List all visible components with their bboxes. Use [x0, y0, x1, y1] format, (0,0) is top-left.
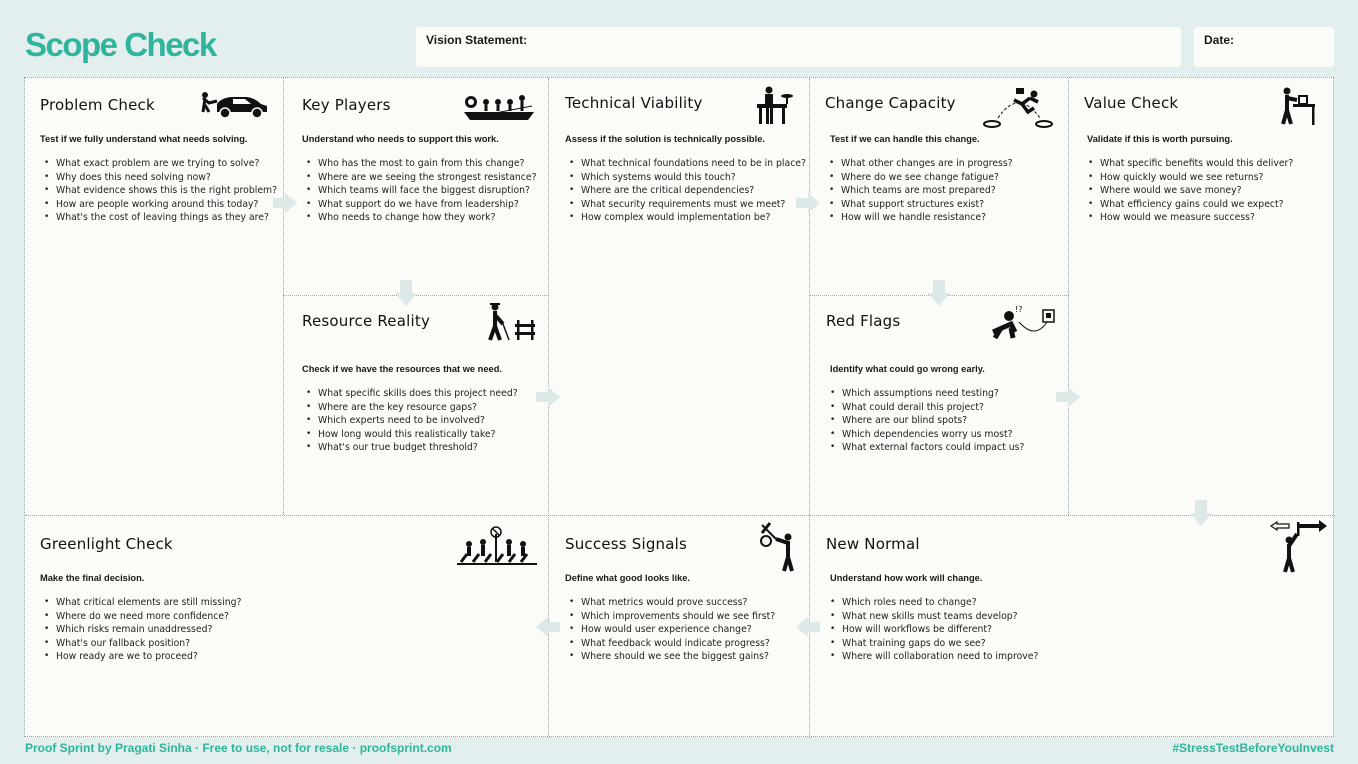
value-check-list [1084, 157, 1293, 225]
list-item: • What security requirements must we meet? [565, 198, 806, 212]
list-item: • What's our true budget threshold? [302, 441, 518, 455]
value-check-subtitle: Validate if this is worth pursuing. [1087, 134, 1233, 144]
divider [1068, 78, 1069, 515]
list-item: • Where do we see change fatigue? [825, 171, 1013, 185]
list-item: • Which systems would this touch? [565, 171, 806, 185]
list-item: • Where should we see the biggest gains? [565, 650, 775, 664]
greenlight-check-list [40, 596, 241, 664]
page-title: Scope Check [25, 26, 216, 63]
list-item: • How will workflows be different? [826, 623, 1038, 637]
list-item: • Which improvements should we see first? [565, 610, 775, 624]
direction-sign-icon [1269, 520, 1329, 574]
baby-outlet-icon [987, 304, 1057, 340]
workbench-icon [755, 86, 795, 126]
divider [809, 78, 810, 738]
change-capacity-title: Change Capacity [825, 94, 956, 112]
list-item: • Where are the key resource gaps? [302, 401, 518, 415]
list-item: • What evidence shows this is the right problem? [40, 184, 277, 198]
change-capacity-subtitle: Test if we can handle this change. [830, 134, 980, 144]
list-item: • What feedback would indicate progress? [565, 637, 775, 651]
list-item: • How would we measure success? [1084, 211, 1293, 225]
list-item: • What specific skills does this project need? [302, 387, 518, 401]
success-signals-block [565, 535, 775, 664]
car-repair-icon [195, 90, 269, 120]
person-at-desk-icon [1277, 86, 1317, 126]
arrow-left-icon [796, 617, 820, 637]
list-item: • Which teams will face the biggest disruption? [302, 184, 537, 198]
list-item: • Who has the most to gain from this change? [302, 157, 537, 171]
resource-reality-subtitle: Check if we have the resources that we need. [302, 364, 502, 374]
list-item: • What metrics would prove success? [565, 596, 775, 610]
list-item: • What new skills must teams develop? [826, 610, 1038, 624]
list-item: • Which dependencies worry us most? [826, 428, 1024, 442]
list-item: • Who needs to change how they work? [302, 211, 537, 225]
list-item: • What support structures exist? [825, 198, 1013, 212]
problem-check-subtitle: Test if we fully understand what needs solving. [40, 134, 248, 144]
list-item: • What other changes are in progress? [825, 157, 1013, 171]
red-flags-subtitle: Identify what could go wrong early. [830, 364, 985, 374]
list-item: • Which teams are most prepared? [825, 184, 1013, 198]
list-item: • Where would we save money? [1084, 184, 1293, 198]
canvas-board [24, 77, 1334, 737]
blind-walker-barrier-icon [483, 302, 537, 342]
list-item: • What technical foundations need to be in place? [565, 157, 806, 171]
divider [548, 78, 549, 738]
technical-viability-title: Technical Viability [565, 94, 703, 112]
arrow-down-icon [395, 280, 417, 306]
list-item: • What exact problem are we trying to solve? [40, 157, 277, 171]
resource-reality-list [302, 387, 518, 455]
list-item: • Which roles need to change? [826, 596, 1038, 610]
list-item: • How long would this realistically take? [302, 428, 518, 442]
red-flags-list [826, 387, 1024, 455]
list-item: • Which risks remain unaddressed? [40, 623, 241, 637]
list-item: • What critical elements are still missing? [40, 596, 241, 610]
new-normal-subtitle: Understand how work will change. [830, 573, 983, 583]
list-item: • What external factors could impact us? [826, 441, 1024, 455]
crosswalk-icon [457, 526, 537, 566]
list-item: • What's our fallback position? [40, 637, 241, 651]
key-players-subtitle: Understand who needs to support this work. [302, 134, 499, 144]
problem-check-title: Problem Check [40, 96, 155, 114]
problem-check-list [40, 157, 277, 225]
list-item: • How would user experience change? [565, 623, 775, 637]
list-item: • Where are we seeing the strongest resistance? [302, 171, 537, 185]
footer-credit: Proof Sprint by Pragati Sinha · Free to use, not for resale · proofsprint.com [25, 741, 452, 755]
success-signals-list [565, 596, 775, 664]
list-item: • What specific benefits would this deliver? [1084, 157, 1293, 171]
list-item: • How ready are we to proceed? [40, 650, 241, 664]
list-item: • Which experts need to be involved? [302, 414, 518, 428]
red-flags-title: Red Flags [826, 312, 901, 330]
arrow-down-icon [1190, 500, 1212, 526]
list-item: • Why does this need solving now? [40, 171, 277, 185]
list-item: • How complex would implementation be? [565, 211, 806, 225]
key-players-title: Key Players [302, 96, 391, 114]
list-item: • How quickly would we see returns? [1084, 171, 1293, 185]
list-item: • How are people working around this today? [40, 198, 277, 212]
rowing-boat-icon [462, 90, 536, 122]
date-field[interactable]: Date: [1194, 27, 1334, 67]
list-item: • How will we handle resistance? [825, 211, 1013, 225]
greenlight-check-subtitle: Make the final decision. [40, 573, 145, 583]
list-item: • What support do we have from leadership? [302, 198, 537, 212]
technical-viability-list [565, 157, 806, 225]
footer-hashtag: #StressTestBeforeYouInvest [1172, 741, 1334, 755]
sign-holder-icon [760, 521, 800, 573]
list-item: • Where will collaboration need to improve? [826, 650, 1038, 664]
divider [25, 515, 1335, 516]
arrow-left-icon [536, 617, 560, 637]
list-item: • What's the cost of leaving things as they are? [40, 211, 277, 225]
list-item: • Where are the critical dependencies? [565, 184, 806, 198]
list-item: • Where do we need more confidence? [40, 610, 241, 624]
arrow-down-icon [928, 280, 950, 306]
change-capacity-list [825, 157, 1013, 225]
divider [283, 78, 284, 515]
success-signals-subtitle: Define what good looks like. [565, 573, 691, 583]
list-item: • Which assumptions need testing? [826, 387, 1024, 401]
technical-viability-subtitle: Assess if the solution is technically possible. [565, 134, 765, 144]
arrow-right-icon [536, 387, 560, 407]
new-normal-title: New Normal [826, 535, 920, 553]
value-check-title: Value Check [1084, 94, 1179, 112]
value-check-block [1084, 94, 1293, 225]
jumping-person-icon [982, 84, 1058, 130]
greenlight-check-block [40, 535, 241, 664]
list-item: • What could derail this project? [826, 401, 1024, 415]
vision-statement-field[interactable]: Vision Statement: [416, 27, 1181, 67]
resource-reality-title: Resource Reality [302, 312, 431, 330]
key-players-list [302, 157, 537, 225]
arrow-right-icon [1056, 387, 1080, 407]
list-item: • What efficiency gains could we expect? [1084, 198, 1293, 212]
svg-text:!?: !? [1015, 305, 1023, 314]
greenlight-check-title: Greenlight Check [40, 535, 173, 553]
list-item: • What training gaps do we see? [826, 637, 1038, 651]
success-signals-title: Success Signals [565, 535, 688, 553]
new-normal-list [826, 596, 1038, 664]
list-item: • Where are our blind spots? [826, 414, 1024, 428]
new-normal-block [826, 535, 1038, 664]
